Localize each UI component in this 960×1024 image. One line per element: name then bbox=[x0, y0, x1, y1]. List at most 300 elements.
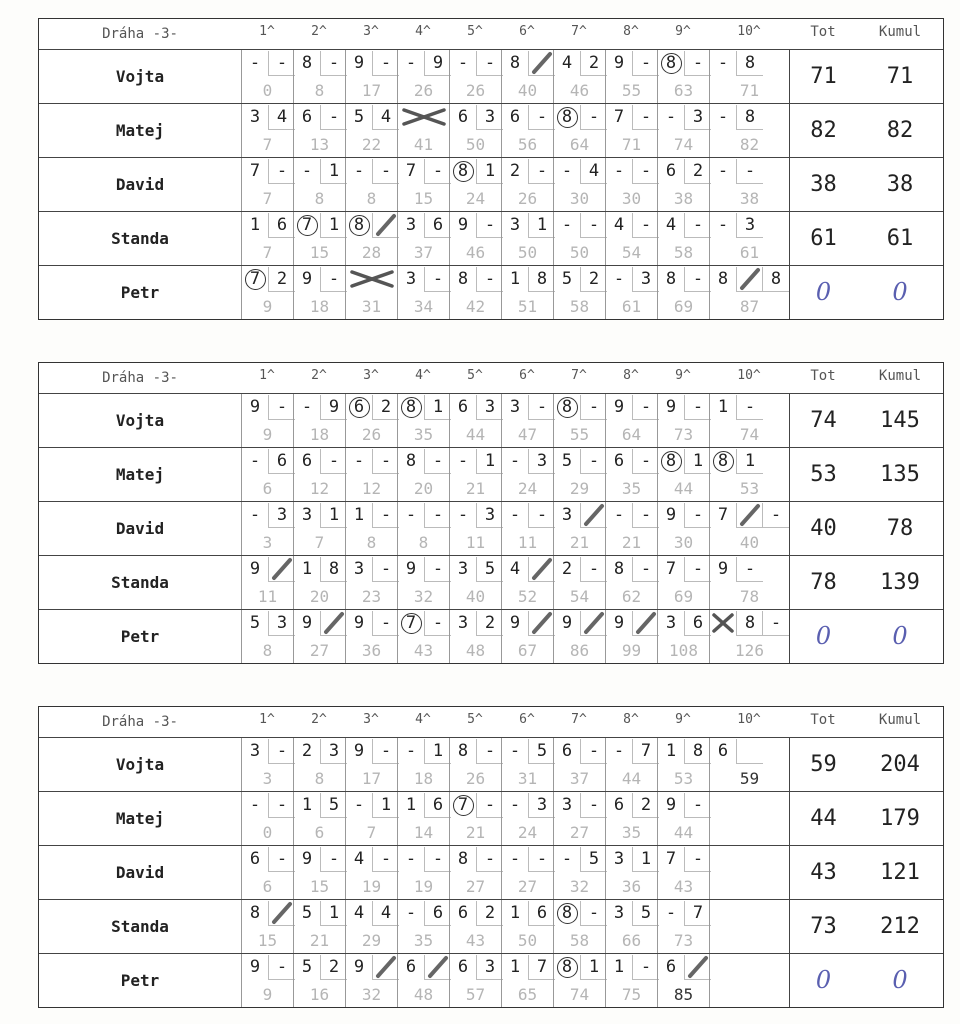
cumulative-score: 26 bbox=[465, 81, 486, 100]
frame-10 bbox=[709, 104, 789, 157]
cumulative-score: 64 bbox=[621, 425, 642, 444]
frame-8 bbox=[605, 954, 657, 1007]
roll-box: - bbox=[736, 557, 763, 582]
circled-roll: 8 bbox=[661, 451, 682, 472]
roll-box: - bbox=[509, 849, 521, 869]
roll-box: - bbox=[717, 215, 729, 235]
frame-6 bbox=[501, 212, 553, 265]
roll-box: 8 bbox=[249, 903, 261, 923]
frame-header-4: 4^ bbox=[415, 712, 431, 727]
player-row bbox=[39, 954, 943, 1007]
frame-7 bbox=[553, 502, 605, 555]
roll-box: - bbox=[580, 901, 607, 926]
frame-6 bbox=[501, 556, 553, 609]
roll-box: - bbox=[528, 105, 555, 130]
roll-box: 7 bbox=[684, 901, 711, 926]
kumul-value: 204 bbox=[880, 752, 920, 777]
frame-header-3: 3^ bbox=[363, 712, 379, 727]
cumulative-score: 7 bbox=[262, 135, 273, 154]
roll-box: - bbox=[580, 105, 607, 130]
roll-box bbox=[528, 611, 555, 636]
frame-5 bbox=[449, 394, 501, 447]
roll-box: 2 bbox=[372, 395, 399, 420]
roll-box: - bbox=[476, 213, 503, 238]
roll-box: - bbox=[717, 161, 729, 181]
roll-box bbox=[762, 51, 788, 75]
cumulative-score: 9 bbox=[262, 425, 273, 444]
frame-4 bbox=[397, 556, 449, 609]
frame-8 bbox=[605, 158, 657, 211]
circled-roll: 8 bbox=[401, 397, 422, 418]
frame-4 bbox=[397, 212, 449, 265]
circled-roll: 7 bbox=[401, 613, 422, 634]
roll-box: - bbox=[372, 611, 399, 636]
frame-3 bbox=[345, 266, 397, 319]
frame-4 bbox=[397, 846, 449, 899]
circled-roll: 7 bbox=[245, 269, 266, 290]
cumulative-score: 99 bbox=[621, 641, 642, 660]
roll-box bbox=[762, 395, 788, 419]
frame-2 bbox=[293, 610, 345, 663]
roll-box: 9 bbox=[613, 613, 625, 633]
frame-9 bbox=[657, 792, 709, 845]
frame-7 bbox=[553, 158, 605, 211]
cumulative-score: 63 bbox=[673, 81, 694, 100]
frame-5 bbox=[449, 50, 501, 103]
roll-box: 4 bbox=[665, 215, 677, 235]
cumulative-score: 82 bbox=[739, 135, 760, 154]
cumulative-score: 48 bbox=[413, 985, 434, 1004]
tot-value: 71 bbox=[789, 50, 857, 103]
frame-header-7: 7^ bbox=[571, 24, 587, 39]
roll-box: - bbox=[249, 795, 261, 815]
player-row bbox=[39, 792, 943, 846]
frame-1 bbox=[241, 610, 293, 663]
cumulative-score: 27 bbox=[517, 877, 538, 896]
roll-box: 8 bbox=[736, 51, 763, 76]
tot-value: 0 bbox=[789, 954, 857, 1007]
cumulative-score: 38 bbox=[739, 189, 760, 208]
roll-box: - bbox=[320, 51, 347, 76]
frame-header-2: 2^ bbox=[311, 712, 327, 727]
roll-box bbox=[762, 847, 788, 871]
cumulative-score: 50 bbox=[569, 243, 590, 262]
player-name: Petr bbox=[120, 627, 160, 646]
roll-box: 9 bbox=[405, 559, 417, 579]
cumulative-score: 21 bbox=[309, 931, 330, 950]
kumul-value: 0 bbox=[892, 278, 908, 306]
roll-box: - bbox=[762, 611, 789, 636]
player-name: Standa bbox=[111, 917, 169, 936]
cumulative-score: 54 bbox=[569, 587, 590, 606]
cumulative-score: 6 bbox=[314, 823, 325, 842]
cumulative-score: 66 bbox=[621, 931, 642, 950]
cumulative-score: 3 bbox=[262, 769, 273, 788]
roll-box: 3 bbox=[528, 449, 555, 474]
player-row bbox=[39, 448, 943, 502]
roll-box: 3 bbox=[561, 795, 573, 815]
roll-box: 4 bbox=[509, 559, 521, 579]
frame-10 bbox=[709, 266, 789, 319]
frame-7 bbox=[553, 448, 605, 501]
roll-box: 9 bbox=[613, 397, 625, 417]
frame-3 bbox=[345, 900, 397, 953]
roll-box: - bbox=[632, 51, 659, 76]
frame-6 bbox=[501, 266, 553, 319]
frame-5 bbox=[449, 556, 501, 609]
roll-box: 9 bbox=[665, 397, 677, 417]
roll-box: 3 bbox=[476, 955, 503, 980]
frame-2 bbox=[293, 158, 345, 211]
player-row bbox=[39, 394, 943, 448]
roll-box: 9 bbox=[717, 559, 729, 579]
player-name: Matej bbox=[115, 465, 165, 484]
frame-3 bbox=[345, 792, 397, 845]
roll-box: 4 bbox=[353, 849, 365, 869]
frame-3 bbox=[345, 158, 397, 211]
frame-6 bbox=[501, 738, 553, 791]
cumulative-score: 51 bbox=[517, 297, 538, 316]
frame-10 bbox=[709, 448, 789, 501]
roll-box: - bbox=[424, 557, 451, 582]
spare-mark bbox=[373, 213, 399, 237]
frame-2 bbox=[293, 846, 345, 899]
roll-strike bbox=[346, 267, 398, 291]
cumulative-score: 36 bbox=[361, 641, 382, 660]
roll-box bbox=[398, 611, 424, 635]
roll-box: 6 bbox=[613, 451, 625, 471]
frame-header-6: 6^ bbox=[519, 24, 535, 39]
tot-value: 0 bbox=[789, 610, 857, 663]
roll-box: 4 bbox=[372, 901, 399, 926]
frame-8 bbox=[605, 792, 657, 845]
roll-box: 4 bbox=[580, 159, 607, 184]
roll-box: - bbox=[372, 739, 399, 764]
roll-box bbox=[424, 955, 451, 980]
roll-box: 3 bbox=[249, 741, 261, 761]
frame-header-1: 1^ bbox=[259, 368, 275, 383]
tot-value: 53 bbox=[789, 448, 857, 501]
kumul-value: 0 bbox=[892, 622, 908, 650]
frame-8 bbox=[605, 738, 657, 791]
tot-value: 82 bbox=[789, 104, 857, 157]
roll-box: 3 bbox=[476, 105, 503, 130]
roll-box: - bbox=[665, 903, 677, 923]
roll-box bbox=[268, 557, 295, 582]
frame-8 bbox=[605, 394, 657, 447]
roll-box: 2 bbox=[476, 611, 503, 636]
roll-box: - bbox=[684, 51, 711, 76]
cumulative-score: 18 bbox=[413, 769, 434, 788]
frame-8 bbox=[605, 266, 657, 319]
roll-box: 9 bbox=[665, 795, 677, 815]
roll-box: 1 bbox=[684, 449, 711, 474]
cumulative-score: 50 bbox=[465, 135, 486, 154]
cumulative-score: 32 bbox=[569, 877, 590, 896]
cumulative-score: 12 bbox=[309, 479, 330, 498]
roll-box: 3 bbox=[613, 903, 625, 923]
frame-4 bbox=[397, 266, 449, 319]
frame-8 bbox=[605, 50, 657, 103]
roll-box bbox=[372, 213, 399, 238]
player-row bbox=[39, 900, 943, 954]
roll-box bbox=[762, 213, 788, 237]
roll-box: 8 bbox=[613, 559, 625, 579]
frame-5 bbox=[449, 738, 501, 791]
circled-roll: 8 bbox=[349, 215, 370, 236]
frame-9 bbox=[657, 610, 709, 663]
circled-roll: 6 bbox=[349, 397, 370, 418]
frame-1 bbox=[241, 448, 293, 501]
frame-3 bbox=[345, 556, 397, 609]
roll-box: - bbox=[684, 213, 711, 238]
roll-box: 3 bbox=[613, 849, 625, 869]
kumul-value: 82 bbox=[886, 118, 914, 143]
cumulative-score: 35 bbox=[621, 823, 642, 842]
frame-header-6: 6^ bbox=[519, 368, 535, 383]
roll-box: - bbox=[632, 105, 659, 130]
frame-1 bbox=[241, 158, 293, 211]
roll-box: 1 bbox=[405, 795, 417, 815]
roll-box: - bbox=[509, 795, 521, 815]
roll-box: 1 bbox=[476, 159, 503, 184]
frame-1 bbox=[241, 954, 293, 1007]
roll-box: 6 bbox=[249, 849, 261, 869]
frame-9 bbox=[657, 900, 709, 953]
frame-7 bbox=[553, 738, 605, 791]
frame-5 bbox=[449, 266, 501, 319]
frame-3 bbox=[345, 846, 397, 899]
cumulative-score: 30 bbox=[621, 189, 642, 208]
roll-box: 1 bbox=[717, 397, 729, 417]
roll-box: 2 bbox=[320, 955, 347, 980]
roll-box: - bbox=[301, 161, 313, 181]
cumulative-score: 18 bbox=[309, 425, 330, 444]
frame-4 bbox=[397, 502, 449, 555]
player-name: David bbox=[115, 863, 165, 882]
kumul-value: 71 bbox=[886, 64, 914, 89]
cumulative-score: 3 bbox=[262, 533, 273, 552]
roll-box: 3 bbox=[268, 611, 295, 636]
cumulative-score: 74 bbox=[739, 425, 760, 444]
cumulative-score: 65 bbox=[517, 985, 538, 1004]
frame-10 bbox=[709, 556, 789, 609]
cumulative-score: 53 bbox=[739, 479, 760, 498]
cumulative-score: 28 bbox=[361, 243, 382, 262]
frame-7 bbox=[553, 792, 605, 845]
roll-box: 3 bbox=[268, 503, 295, 528]
roll-box: 1 bbox=[424, 739, 451, 764]
kumul-value: 179 bbox=[880, 806, 920, 831]
roll-box: 8 bbox=[457, 741, 469, 761]
cumulative-score: 47 bbox=[517, 425, 538, 444]
roll-box: 3 bbox=[632, 267, 659, 292]
cumulative-score: 8 bbox=[366, 189, 377, 208]
frame-10 bbox=[709, 900, 789, 953]
cumulative-score: 56 bbox=[517, 135, 538, 154]
roll-box: 7 bbox=[665, 849, 677, 869]
circled-roll: 7 bbox=[297, 215, 318, 236]
roll-box: - bbox=[424, 847, 451, 872]
roll-box: - bbox=[424, 159, 451, 184]
cumulative-score: 67 bbox=[517, 641, 538, 660]
roll-box: - bbox=[684, 557, 711, 582]
roll-box: - bbox=[684, 395, 711, 420]
cumulative-score: 7 bbox=[314, 533, 325, 552]
roll-box: - bbox=[528, 395, 555, 420]
roll-box: - bbox=[684, 847, 711, 872]
frame-8 bbox=[605, 846, 657, 899]
roll-box bbox=[710, 793, 736, 817]
roll-box: - bbox=[528, 159, 555, 184]
roll-box: - bbox=[528, 847, 555, 872]
roll-box bbox=[450, 159, 476, 183]
cumulative-score: 19 bbox=[413, 877, 434, 896]
cumulative-score: 29 bbox=[569, 479, 590, 498]
roll-box: 3 bbox=[405, 269, 417, 289]
circled-roll: 8 bbox=[557, 107, 578, 128]
frame-8 bbox=[605, 104, 657, 157]
kumul-value: 212 bbox=[880, 914, 920, 939]
cumulative-score: 74 bbox=[569, 985, 590, 1004]
score-sheet-1 bbox=[38, 18, 944, 320]
cumulative-score: 73 bbox=[673, 425, 694, 444]
roll-box: 5 bbox=[353, 107, 365, 127]
cumulative-score: 24 bbox=[517, 823, 538, 842]
cumulative-score: 15 bbox=[309, 243, 330, 262]
roll-box: - bbox=[632, 395, 659, 420]
roll-box: 7 bbox=[405, 161, 417, 181]
roll-box: 8 bbox=[736, 611, 763, 636]
cumulative-score: 61 bbox=[621, 297, 642, 316]
frame-header-9: 9^ bbox=[675, 368, 691, 383]
roll-box: 8 bbox=[457, 849, 469, 869]
cumulative-score: 53 bbox=[673, 769, 694, 788]
frame-8 bbox=[605, 556, 657, 609]
frame-9 bbox=[657, 738, 709, 791]
cumulative-score: 18 bbox=[309, 297, 330, 316]
roll-box: - bbox=[632, 213, 659, 238]
roll-box: 6 bbox=[268, 213, 295, 238]
cumulative-score: 86 bbox=[569, 641, 590, 660]
roll-box: 1 bbox=[301, 795, 313, 815]
frame-4 bbox=[397, 394, 449, 447]
roll-box: 3 bbox=[509, 397, 521, 417]
cumulative-score: 8 bbox=[314, 189, 325, 208]
roll-box: - bbox=[613, 505, 625, 525]
roll-box bbox=[710, 847, 736, 871]
roll-box: 4 bbox=[613, 215, 625, 235]
roll-box: - bbox=[632, 449, 659, 474]
frame-3 bbox=[345, 212, 397, 265]
cumulative-score: 43 bbox=[465, 931, 486, 950]
roll-box bbox=[268, 901, 295, 926]
kumul-header: Kumul bbox=[878, 712, 922, 728]
cumulative-score: 108 bbox=[669, 641, 698, 660]
frame-6 bbox=[501, 502, 553, 555]
roll-box: 2 bbox=[301, 741, 313, 761]
cumulative-score: 20 bbox=[309, 587, 330, 606]
tot-value: 0 bbox=[789, 266, 857, 319]
roll-box bbox=[554, 955, 580, 979]
roll-box: 9 bbox=[353, 741, 365, 761]
spare-mark bbox=[529, 611, 555, 635]
frame-9 bbox=[657, 158, 709, 211]
tot-value: 40 bbox=[789, 502, 857, 555]
roll-box bbox=[762, 955, 788, 979]
frame-7 bbox=[553, 610, 605, 663]
roll-box bbox=[580, 503, 607, 528]
frame-4 bbox=[397, 738, 449, 791]
header-row bbox=[39, 363, 943, 394]
cumulative-score: 16 bbox=[309, 985, 330, 1004]
roll-box: 3 bbox=[665, 613, 677, 633]
frame-2 bbox=[293, 212, 345, 265]
cumulative-score: 9 bbox=[262, 985, 273, 1004]
roll-box: - bbox=[268, 739, 295, 764]
frame-9 bbox=[657, 556, 709, 609]
frame-6 bbox=[501, 900, 553, 953]
cumulative-score: 57 bbox=[465, 985, 486, 1004]
spare-mark bbox=[529, 51, 555, 75]
frame-2 bbox=[293, 448, 345, 501]
score-sheet-2 bbox=[38, 362, 944, 664]
roll-box: 4 bbox=[268, 105, 295, 130]
frame-2 bbox=[293, 792, 345, 845]
cumulative-score: 78 bbox=[739, 587, 760, 606]
cumulative-score: 50 bbox=[517, 931, 538, 950]
roll-box: 9 bbox=[353, 957, 365, 977]
roll-box: 1 bbox=[509, 957, 521, 977]
tot-value: 74 bbox=[789, 394, 857, 447]
frame-9 bbox=[657, 846, 709, 899]
frame-5 bbox=[449, 900, 501, 953]
frame-4 bbox=[397, 104, 449, 157]
roll-box bbox=[632, 611, 659, 636]
frame-7 bbox=[553, 954, 605, 1007]
roll-box: 5 bbox=[476, 557, 503, 582]
cumulative-score: 74 bbox=[673, 135, 694, 154]
cumulative-score: 21 bbox=[465, 823, 486, 842]
roll-box bbox=[736, 901, 762, 925]
tot-value: 73 bbox=[789, 900, 857, 953]
cumulative-score: 7 bbox=[262, 243, 273, 262]
cumulative-score: 34 bbox=[413, 297, 434, 316]
roll-box: - bbox=[249, 451, 261, 471]
cumulative-score: 11 bbox=[257, 587, 278, 606]
cumulative-score: 8 bbox=[366, 533, 377, 552]
roll-box: - bbox=[509, 741, 521, 761]
roll-box: 6 bbox=[457, 957, 469, 977]
cumulative-score: 6 bbox=[262, 479, 273, 498]
roll-box bbox=[762, 159, 788, 183]
frame-2 bbox=[293, 394, 345, 447]
kumul-value: 38 bbox=[886, 172, 914, 197]
roll-box: - bbox=[580, 739, 607, 764]
roll-box bbox=[762, 557, 788, 581]
frame-8 bbox=[605, 610, 657, 663]
roll-box: - bbox=[268, 793, 295, 818]
circled-roll: 8 bbox=[453, 161, 474, 182]
cumulative-score: 32 bbox=[361, 985, 382, 1004]
cumulative-score: 26 bbox=[413, 81, 434, 100]
roll-strike bbox=[398, 105, 450, 129]
roll-box: 3 bbox=[561, 505, 573, 525]
frame-1 bbox=[241, 738, 293, 791]
roll-box: 6 bbox=[665, 957, 677, 977]
cumulative-score: 26 bbox=[517, 189, 538, 208]
cumulative-score: 36 bbox=[621, 877, 642, 896]
